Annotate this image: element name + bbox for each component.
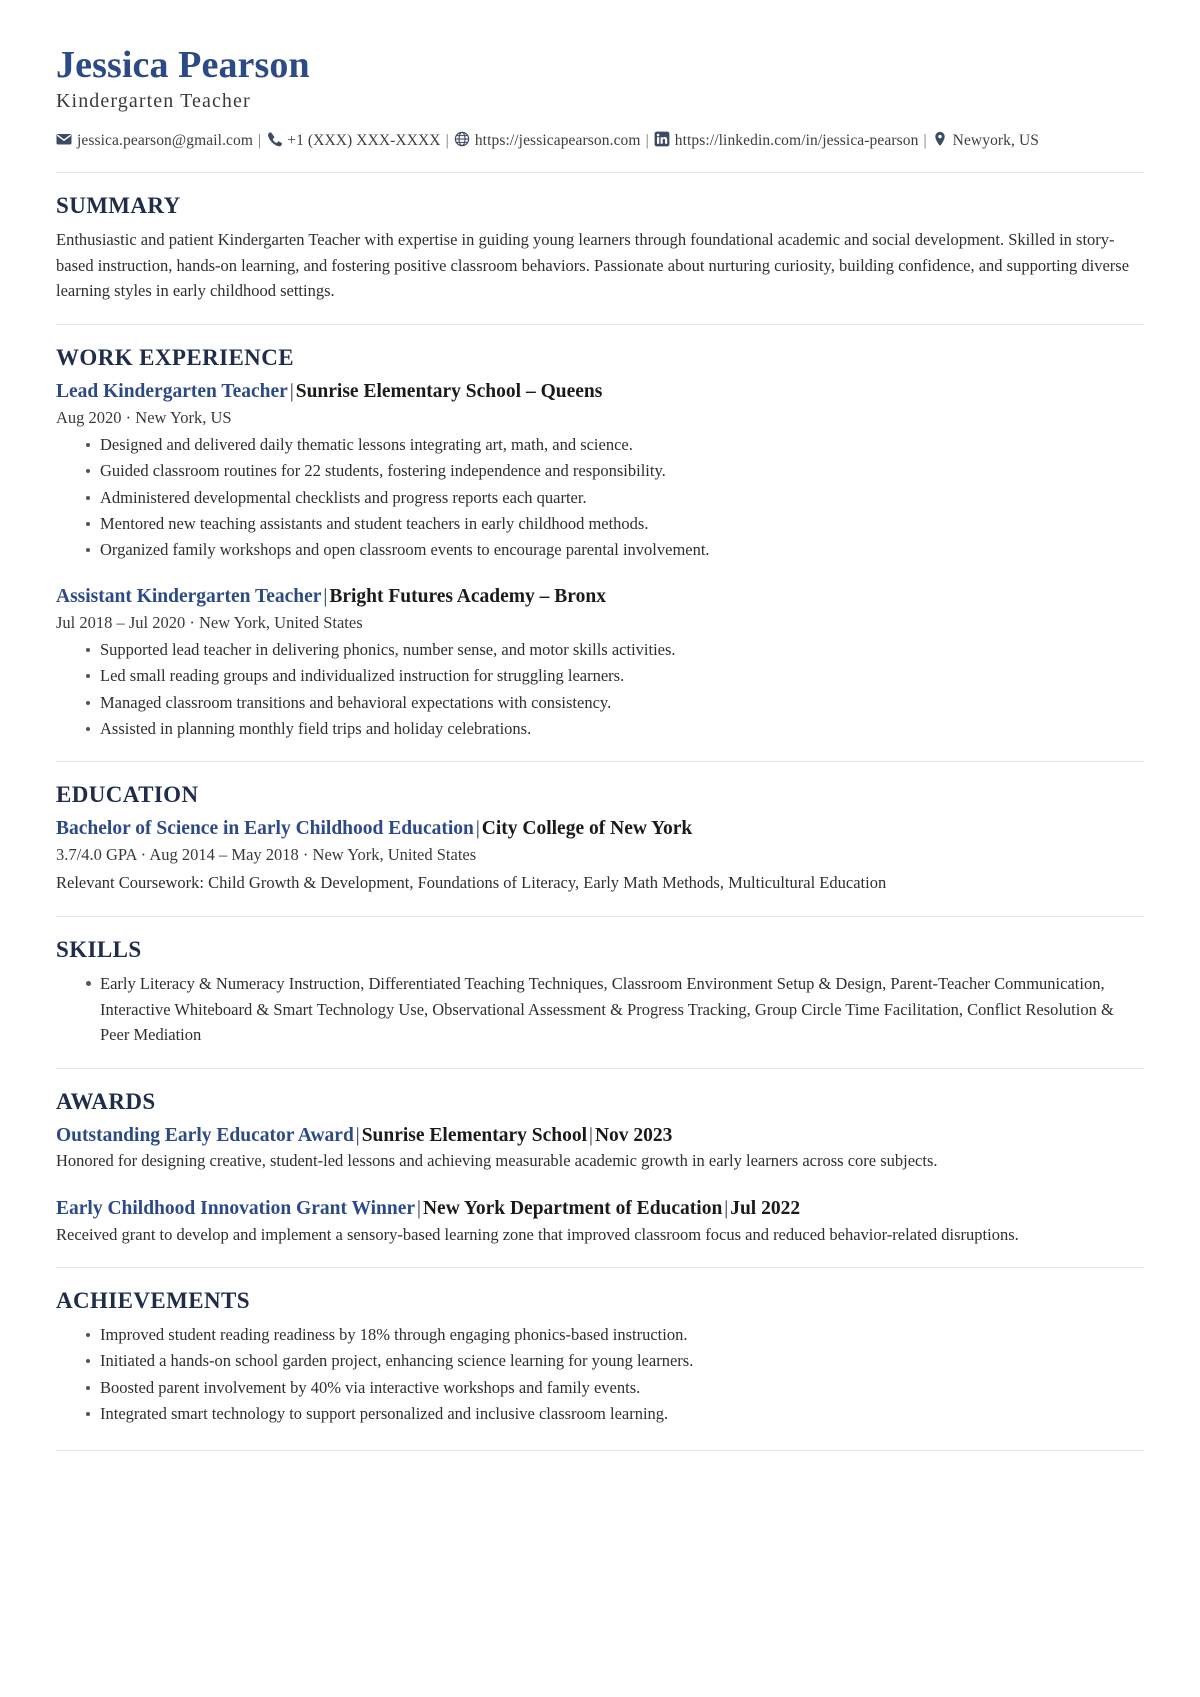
achievements-item: Initiated a hands-on school garden project, enhancing science learning for young learners. xyxy=(86,1349,1144,1373)
award-date: Nov 2023 xyxy=(594,1125,673,1147)
education-institution: City College of New York xyxy=(481,818,693,840)
work-bullet: Managed classroom transitions and behavioral expectations with consistency. xyxy=(86,691,1144,715)
contact-email-text: jessica.pearson@gmail.com xyxy=(77,131,254,149)
candidate-name: Jessica Pearson xyxy=(56,44,310,86)
bottom-divider xyxy=(56,1450,1144,1451)
award-separator: | xyxy=(589,1125,593,1147)
award-description: Honored for designing creative, student-led lessons and achieving measurable academic growth in early learners across core subjects. xyxy=(56,1151,938,1171)
work-bullet: Guided classroom routines for 22 students, fostering independence and responsibility. xyxy=(86,459,1144,483)
education-entry-heading xyxy=(56,816,1144,841)
contact-phone[interactable] xyxy=(266,132,440,149)
contact-linkedin-text: https://linkedin.com/in/jessica-pearson xyxy=(674,131,919,149)
contact-website[interactable] xyxy=(454,132,641,149)
work-entry xyxy=(56,379,1144,562)
work-entry-heading xyxy=(56,584,1144,609)
contact-separator: | xyxy=(445,131,449,149)
skills-title: SKILLS xyxy=(56,936,142,962)
resume-content xyxy=(0,44,1200,1451)
email-icon xyxy=(56,131,72,147)
location-pin-icon xyxy=(932,131,948,147)
education-separator: | xyxy=(475,818,480,840)
award-entry xyxy=(56,1196,1144,1247)
work-bullet: Organized family workshops and open classroom events to encourage parental involvement. xyxy=(86,538,1144,562)
section-work-experience xyxy=(56,325,1144,741)
award-entry-heading xyxy=(56,1196,1144,1221)
contact-separator: | xyxy=(645,131,649,149)
resume-header xyxy=(56,44,1144,154)
contact-location xyxy=(932,132,1039,149)
award-date: Jul 2022 xyxy=(730,1198,801,1220)
skills-item: Early Literacy & Numeracy Instruction, Differentiated Teaching Techniques, Classroom Environment Setup & Design, Parent-Teacher Communication, Interactive Whiteboard & Smart Technology Use, Observational Assessment & Progress Tracking, Group Circle Time Facilitation, Conflict Resolution & Peer Mediation xyxy=(86,971,1144,1048)
work-bullet: Supported lead teacher in delivering phonics, number sense, and motor skills activities. xyxy=(86,638,1144,662)
awards-title: AWARDS xyxy=(56,1088,156,1114)
contact-email[interactable] xyxy=(56,132,253,149)
contact-info xyxy=(56,127,1144,154)
linkedin-icon xyxy=(654,131,670,147)
work-bullet: Designed and delivered daily thematic lessons integrating art, math, and science. xyxy=(86,433,1144,457)
education-title: EDUCATION xyxy=(56,781,199,807)
contact-location-text: Newyork, US xyxy=(952,131,1039,149)
work-entry xyxy=(56,584,1144,741)
education-entry xyxy=(56,816,1144,895)
work-bullet: Led small reading groups and individualized instruction for struggling learners. xyxy=(86,664,1144,688)
achievements-item: Boosted parent involvement by 40% via interactive workshops and family events. xyxy=(86,1376,1144,1400)
summary-title: SUMMARY xyxy=(56,192,181,218)
award-separator: | xyxy=(355,1125,360,1147)
award-issuer: Sunrise Elementary School xyxy=(361,1125,588,1147)
work-bullet: Assisted in planning monthly field trips and holiday celebrations. xyxy=(86,717,1144,741)
work-bullet: Mentored new teaching assistants and student teachers in early childhood methods. xyxy=(86,512,1144,536)
section-achievements xyxy=(56,1268,1144,1426)
award-separator: | xyxy=(417,1198,421,1220)
work-meta: Jul 2018 – Jul 2020 · New York, United States xyxy=(56,612,363,632)
work-bullet: Administered developmental checklists and progress reports each quarter. xyxy=(86,486,1144,510)
work-bullets xyxy=(56,638,1144,741)
section-skills xyxy=(56,917,1144,1048)
contact-separator: | xyxy=(258,131,262,149)
achievements-title: ACHIEVEMENTS xyxy=(56,1288,250,1314)
work-bullets xyxy=(56,433,1144,563)
work-experience-title: WORK EXPERIENCE xyxy=(56,344,294,370)
award-issuer: New York Department of Education xyxy=(422,1198,723,1220)
work-role: Lead Kindergarten Teacher xyxy=(56,381,288,403)
education-degree: Bachelor of Science in Early Childhood Education xyxy=(56,818,474,840)
section-education xyxy=(56,762,1144,896)
contact-linkedin[interactable] xyxy=(654,132,919,149)
education-coursework: Relevant Coursework: Child Growth & Development, Foundations of Literacy, Early Math Methods, Multicultural Education xyxy=(56,872,887,892)
achievements-item: Improved student reading readiness by 18% through engaging phonics-based instruction. xyxy=(86,1323,1144,1347)
summary-text: Enthusiastic and patient Kindergarten Teacher with expertise in guiding young learners through foundational academic and social development. Skilled in story-based instruction, hands-on learning, and fostering positive classroom behaviors. Passionate about nurturing curiosity, building confidence, and supporting diverse learning styles in early childhood settings. xyxy=(56,230,1130,301)
section-awards xyxy=(56,1069,1144,1248)
candidate-job-title: Kindergarten Teacher xyxy=(56,89,251,112)
education-meta: 3.7/4.0 GPA · Aug 2014 – May 2018 · New York, United States xyxy=(56,844,477,864)
phone-icon xyxy=(266,131,282,147)
contact-phone-text: +1 (XXX) XXX-XXXX xyxy=(287,131,441,149)
achievements-item: Integrated smart technology to support personalized and inclusive classroom learning. xyxy=(86,1402,1144,1426)
globe-icon xyxy=(454,131,470,147)
work-separator: | xyxy=(289,381,294,403)
contact-separator: | xyxy=(923,131,927,149)
award-entry xyxy=(56,1123,1144,1174)
work-organization: Bright Futures Academy – Bronx xyxy=(329,586,606,608)
work-separator: | xyxy=(323,586,328,608)
award-description: Received grant to develop and implement a sensory-based learning zone that improved classroom focus and reduced behavior-related disruptions. xyxy=(56,1224,1019,1244)
work-meta: Aug 2020 · New York, US xyxy=(56,407,232,427)
award-separator: | xyxy=(724,1198,729,1220)
award-name: Outstanding Early Educator Award xyxy=(56,1125,354,1147)
work-entry-heading xyxy=(56,379,1144,404)
achievements-list xyxy=(56,1323,1144,1426)
contact-website-text: https://jessicapearson.com xyxy=(474,131,641,149)
award-entry-heading xyxy=(56,1123,1144,1148)
work-role: Assistant Kindergarten Teacher xyxy=(56,586,322,608)
skills-list xyxy=(56,971,1144,1048)
work-organization: Sunrise Elementary School – Queens xyxy=(295,381,603,403)
section-summary xyxy=(56,173,1144,304)
award-name: Early Childhood Innovation Grant Winner xyxy=(56,1198,416,1220)
